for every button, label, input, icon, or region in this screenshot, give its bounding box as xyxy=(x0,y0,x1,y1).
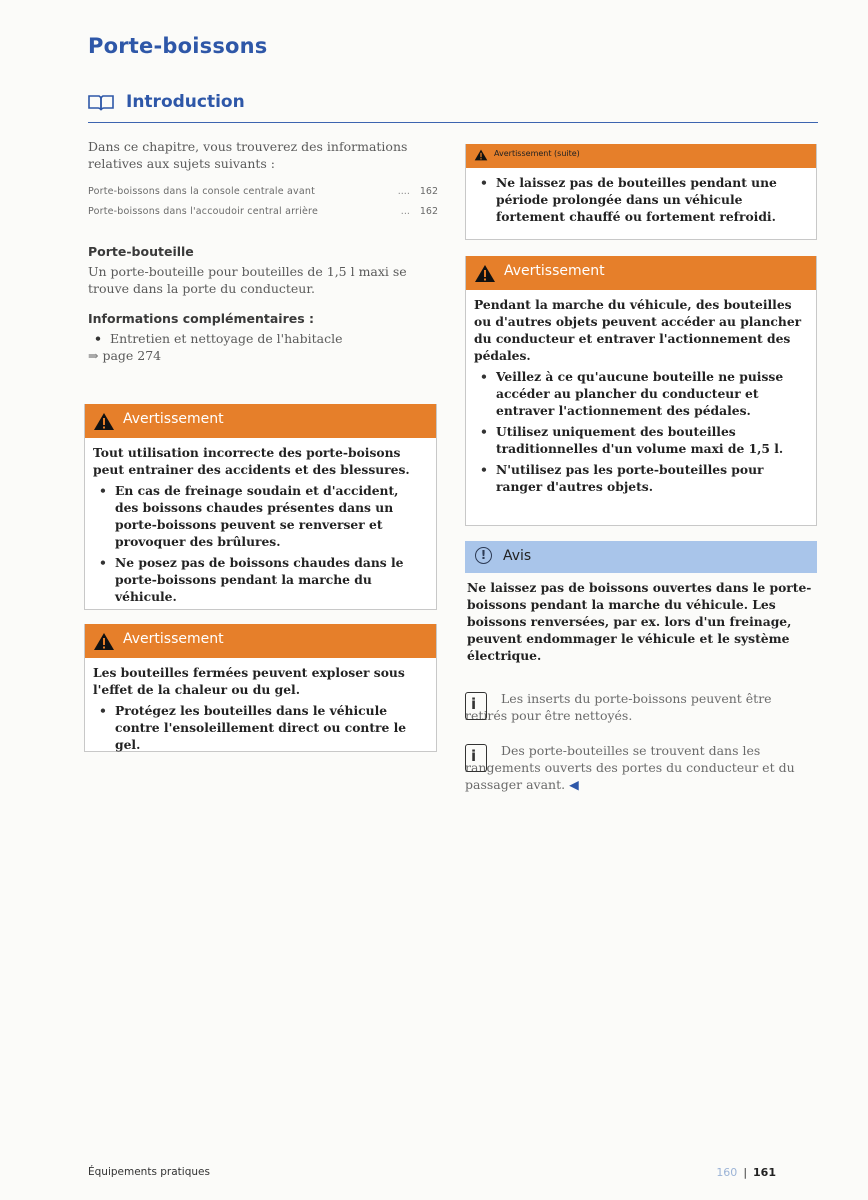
info-note xyxy=(465,742,815,793)
notice-body: Ne laissez pas de boissons ouvertes dans le porte-boissons pendant la marche du véhicule. Les boissons renversées, par ex. lors d'un freinage, peuvent endommager le véhicule et le système électrique. xyxy=(467,580,812,663)
warning-title: Avertissement xyxy=(504,263,605,279)
info-text-content: Des porte-bouteilles se trouvent dans les rangements ouverts des portes du conducteur et du passager avant. xyxy=(465,743,795,792)
warning-title: Avertissement xyxy=(123,631,224,647)
toc-dots: ... xyxy=(400,206,410,217)
footer-section: Équipements pratiques xyxy=(88,1166,210,1178)
warning-bullet: • Protégez les bouteilles dans le véhicule contre l'ensoleillement direct ou contre le gel. xyxy=(93,702,426,753)
page-numbers xyxy=(716,1166,776,1179)
warning-header xyxy=(466,144,816,168)
warning-icon xyxy=(93,412,115,431)
notice-icon: ! xyxy=(475,547,492,564)
warning-body xyxy=(466,168,816,237)
section-title: Introduction xyxy=(126,92,245,112)
current-page-number: 161 xyxy=(753,1166,776,1179)
info-text: Les inserts du porte-boissons peuvent être retirés pour être nettoyés. xyxy=(465,691,772,723)
warning-box xyxy=(465,256,817,526)
warning-bullet: • N'utilisez pas les porte-bouteilles pour ranger d'autres objets. xyxy=(474,461,806,495)
warning-bullet: • Utilisez uniquement des bouteilles traditionnelles d'un volume maxi de 1,5 l. xyxy=(474,423,806,457)
warning-intro: Tout utilisation incorrecte des porte-boisons peut entrainer des accidents et des blessures. xyxy=(93,445,410,477)
warning-title: Avertissement (suite) xyxy=(494,149,580,158)
more-info-item: • Entretien et nettoyage de l'habitacle xyxy=(88,330,438,347)
more-info-heading: Informations complémentaires : xyxy=(88,311,315,326)
notice-box xyxy=(465,541,817,664)
warning-bullet: • Ne laissez pas de bouteilles pendant une période prolongée dans un véhicule fortement chauffé ou fortement refroidi. xyxy=(474,174,806,225)
previous-page-number: 160 xyxy=(716,1166,738,1179)
warning-icon xyxy=(474,149,488,161)
left-column xyxy=(88,138,438,364)
page-title: Porte-boissons xyxy=(88,34,268,58)
warning-body xyxy=(85,438,436,617)
bottle-holder-text: Un porte-bouteille pour bouteilles de 1,5 l maxi se trouve dans la porte du conducteur. xyxy=(88,264,407,296)
info-icon xyxy=(465,744,487,772)
book-icon xyxy=(88,94,114,112)
toc-item[interactable] xyxy=(88,202,438,222)
toc-label: Porte-boissons dans l'accoudoir central arrière xyxy=(88,206,318,217)
warning-bullet: • Ne posez pas de boissons chaudes dans le porte-boissons pendant la marche du véhicule. xyxy=(93,554,426,605)
warning-bullet: • Veillez à ce qu'aucune bouteille ne puisse accéder au plancher du conducteur et entraver l'actionnement des pédales. xyxy=(474,368,806,419)
toc-label: Porte-boissons dans la console centrale avant xyxy=(88,186,315,197)
page-separator: | xyxy=(743,1166,748,1179)
warning-intro: Pendant la marche du véhicule, des bouteilles ou d'autres objets peuvent accéder au plancher du conducteur et entraver l'actionnement des pédales. xyxy=(474,297,802,363)
bottle-holder-heading: Porte-bouteille xyxy=(88,244,194,259)
intro-text: Dans ce chapitre, vous trouverez des informations relatives aux sujets suivants : xyxy=(88,139,408,171)
warning-icon xyxy=(93,632,115,651)
toc-page: 162 xyxy=(419,206,438,217)
section-header xyxy=(88,90,818,123)
info-text xyxy=(465,742,815,793)
warning-header xyxy=(466,256,816,290)
warning-title: Avertissement xyxy=(123,411,224,427)
warning-intro: Les bouteilles fermées peuvent exploser sous l'effet de la chaleur ou du gel. xyxy=(93,665,405,697)
warning-body xyxy=(85,658,436,765)
warning-bullet: • En cas de freinage soudain et d'accident, des boissons chaudes présentes dans un porte-boissons peuvent se renverser et provoquer des brûlures. xyxy=(93,482,426,550)
notice-header xyxy=(465,541,817,573)
toc-page: 162 xyxy=(419,186,438,197)
warning-header xyxy=(85,624,436,658)
warning-header xyxy=(85,404,436,438)
toc-list xyxy=(88,182,438,222)
end-marker-icon: ◀ xyxy=(569,777,579,792)
more-info-ref[interactable]: ⇒ page 274 xyxy=(88,348,162,363)
notice-title: Avis xyxy=(503,548,532,564)
warning-box xyxy=(84,624,437,752)
toc-dots: .... xyxy=(397,186,410,197)
info-note xyxy=(465,690,815,724)
info-icon xyxy=(465,692,487,720)
warning-body xyxy=(466,290,816,507)
warning-continued-box xyxy=(465,144,817,240)
toc-item[interactable] xyxy=(88,182,438,202)
warning-icon xyxy=(474,264,496,283)
warning-box xyxy=(84,404,437,610)
